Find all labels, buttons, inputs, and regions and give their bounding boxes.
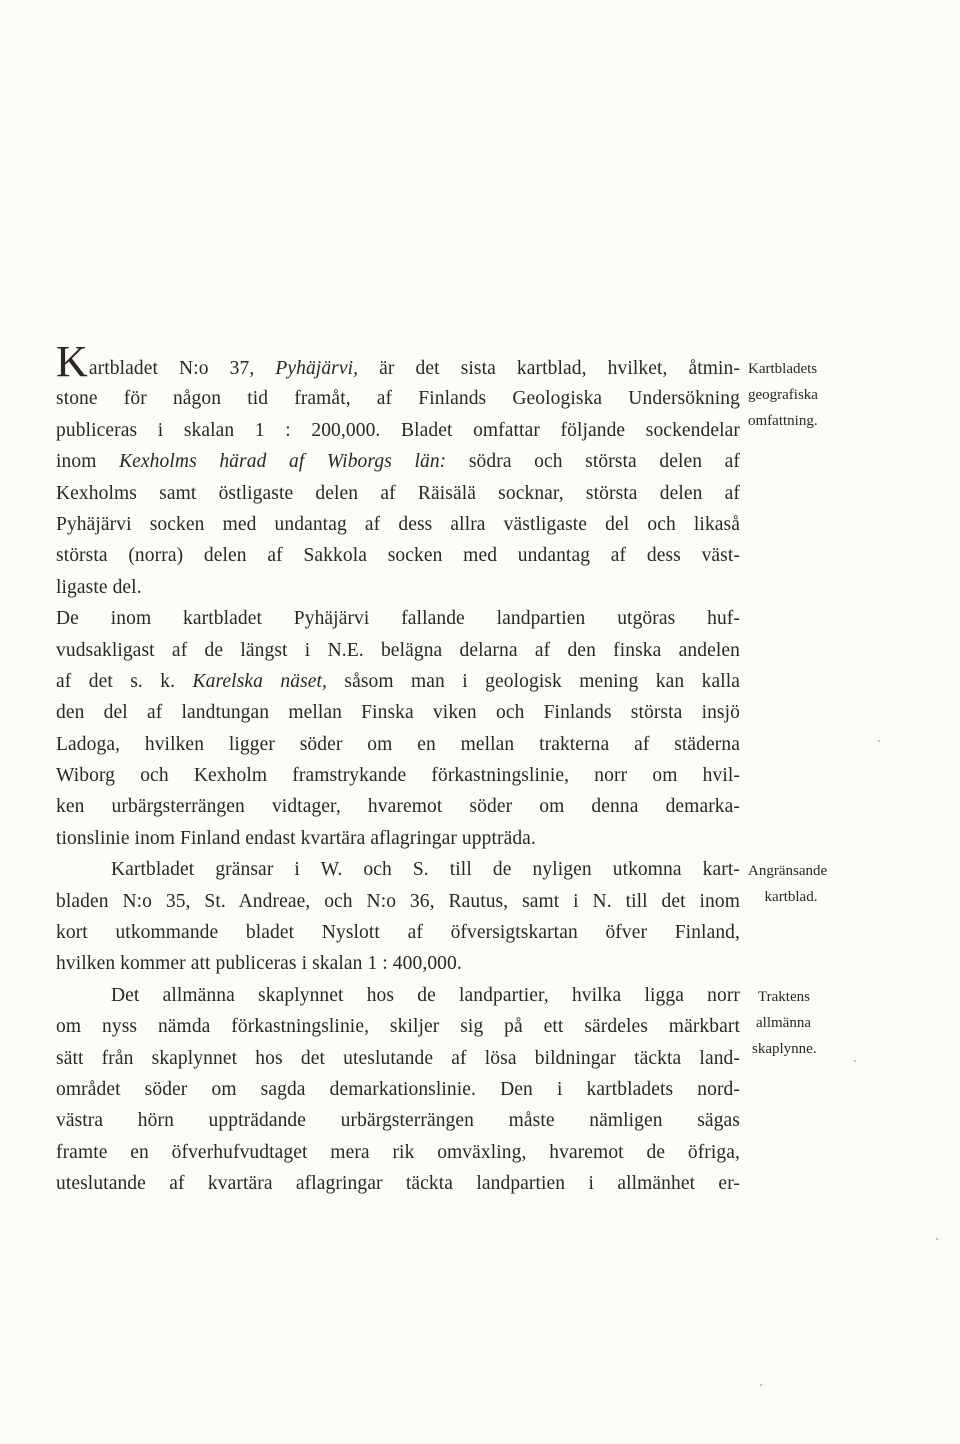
body-text — [56, 337, 740, 1200]
text-line: publiceras i skalan 1 : 200,000. Bladet omfattar följande sockendelar — [56, 419, 740, 441]
drop-cap: K — [56, 337, 88, 386]
text-line: stone för någon tid framåt, af Finlands Geologiska Undersökning — [56, 388, 740, 410]
italic-place-name: Pyhäjärvi, — [275, 358, 359, 379]
text-line: De inom kartbladet Pyhäjärvi fallande landpartien utgöras huf- — [56, 608, 740, 630]
text-run: såsom man i geologisk mening kan kalla — [327, 670, 740, 692]
text-line: Pyhäjärvi socken med undantag af dess allra västligaste del och likaså — [56, 513, 740, 535]
margin-note-line: omfattning. — [748, 413, 818, 429]
margin-note-line: kartblad. — [764, 889, 818, 905]
text-line: Ladoga, hvilken ligger söder om en mellan trakterna af städerna — [56, 733, 740, 755]
text-line: uteslutande af kvartära aflagringar täckta landpartien i allmänhet er- — [56, 1173, 740, 1195]
text-line: framte en öfverhufvudtaget mera rik omväxling, hvaremot de öfriga, — [56, 1141, 740, 1163]
text-line: ligaste del. — [56, 576, 142, 598]
text-line: bladen N:o 35, St. Andreae, och N:o 36, Rautus, samt i N. till det inom — [56, 890, 740, 912]
margin-note-general-character — [748, 984, 848, 1062]
text-line: sätt från skaplynnet hos det uteslutande af lösa bildningar täckta land- — [56, 1047, 740, 1069]
text-line: Det allmänna skaplynnet hos de landpartier, hvilka ligga norr — [111, 984, 740, 1006]
text-run: södra och största delen af — [446, 451, 740, 473]
text-line: den del af landtungan mellan Finska viken och Finlands största insjö — [56, 702, 740, 724]
text-line — [56, 337, 740, 386]
text-line: ken urbärgsterrängen vidtager, hvaremot söder om denna demarka- — [56, 796, 740, 818]
margin-note-adjacent-sheets — [748, 858, 848, 910]
margin-note-line: Kartbladets — [748, 361, 818, 377]
margin-note-line: skaplynne. — [752, 1041, 817, 1057]
margin-note-geographic-extent — [748, 356, 848, 434]
text-line: området söder om sagda demarkationslinie. Den i kartbladets nord- — [56, 1078, 740, 1100]
text-line: Kartbladet gränsar i W. och S. till de nyligen utkomna kart- — [111, 859, 740, 881]
text-line: vudsakligast af de längst i N.E. belägna delarna af den finska andelen — [56, 639, 740, 661]
text-line — [56, 666, 740, 697]
margin-note-line: Angränsande — [748, 863, 828, 879]
text-run: artbladet N:o 37, — [88, 358, 276, 379]
paper-speck — [854, 1060, 856, 1062]
paper-speck — [760, 1384, 762, 1386]
text-run: af det s. k. — [56, 670, 193, 692]
text-line: kort utkommande bladet Nyslott af öfversigtskartan öfver Finland, — [56, 922, 740, 944]
text-line — [56, 446, 740, 477]
margin-note-line: allmänna — [756, 1015, 811, 1031]
italic-place-name: Kexholms härad af Wiborgs län: — [119, 451, 447, 473]
text-run: inom — [56, 451, 120, 473]
italic-place-name: Karelska näset, — [192, 670, 328, 692]
text-run: är det sista kartblad, hvilket, åtmin- — [358, 358, 740, 379]
margin-note-line: geografiska — [748, 387, 818, 403]
text-line: största (norra) delen af Sakkola socken med undantag af dess väst- — [56, 545, 740, 567]
text-line: tionslinie inom Finland endast kvartära aflagringar uppträda. — [56, 827, 536, 849]
paper-speck — [936, 1238, 938, 1240]
text-line: Kexholms samt östligaste delen af Räisälä socknar, största delen af — [56, 482, 740, 504]
text-line: hvilken kommer att publiceras i skalan 1 : 400,000. — [56, 953, 462, 975]
paper-speck — [878, 740, 880, 742]
text-line: om nyss nämda förkastningslinie, skiljer sig på ett särdeles märkbart — [56, 1016, 740, 1038]
text-line: västra hörn uppträdande urbärgsterrängen måste nämligen sägas — [56, 1110, 740, 1132]
text-line: Wiborg och Kexholm framstrykande förkastningslinie, norr om hvil- — [56, 765, 740, 787]
margin-note-line: Traktens — [758, 989, 810, 1005]
